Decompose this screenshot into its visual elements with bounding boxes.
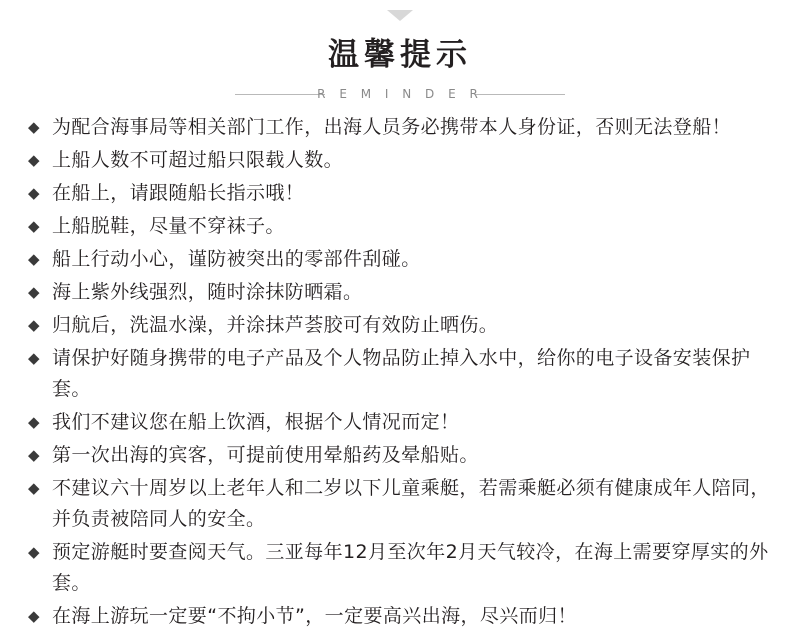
list-item xyxy=(28,112,778,143)
document-header xyxy=(0,38,800,108)
list-item xyxy=(28,407,778,438)
list-item-text: 上船脱鞋，尽量不穿袜子。 xyxy=(52,215,285,237)
diamond-bullet-icon: ◆ xyxy=(28,607,40,625)
diamond-bullet-icon: ◆ xyxy=(28,118,40,136)
list-item xyxy=(28,343,778,405)
list-item-text: 预定游艇时要查阅天气。三亚每年12月至次年2月天气较冷，在海上需要穿厚实的外套。 xyxy=(52,541,769,594)
list-item xyxy=(28,277,778,308)
diamond-bullet-icon: ◆ xyxy=(28,217,40,235)
list-item-text: 在海上游玩一定要“不拘小节”，一定要高兴出海，尽兴而归！ xyxy=(52,605,577,627)
list-item-text: 我们不建议您在船上饮酒，根据个人情况而定！ xyxy=(52,411,460,433)
list-item-text: 为配合海事局等相关部门工作，出海人员务必携带本人身份证，否则无法登船！ xyxy=(52,116,732,138)
page-subtitle: R E M I N D E R xyxy=(317,86,483,101)
list-item xyxy=(28,211,778,242)
diamond-bullet-icon: ◆ xyxy=(28,283,40,301)
list-item xyxy=(28,178,778,209)
diamond-bullet-icon: ◆ xyxy=(28,349,40,367)
reminder-list xyxy=(28,112,778,634)
diamond-bullet-icon: ◆ xyxy=(28,184,40,202)
list-item-text: 第一次出海的宾客，可提前使用晕船药及晕船贴。 xyxy=(52,444,479,466)
list-item xyxy=(28,601,778,632)
diamond-bullet-icon: ◆ xyxy=(28,413,40,431)
diamond-bullet-icon: ◆ xyxy=(28,446,40,464)
list-item xyxy=(28,473,778,535)
list-item-text: 在船上，请跟随船长指示哦！ xyxy=(52,182,305,204)
list-item xyxy=(28,537,778,599)
list-item xyxy=(28,145,778,176)
diamond-bullet-icon: ◆ xyxy=(28,479,40,497)
diamond-bullet-icon: ◆ xyxy=(28,250,40,268)
triangle-down-icon xyxy=(387,10,413,21)
page-title: 温馨提示 xyxy=(328,37,472,73)
list-item-text: 请保护好随身携带的电子产品及个人物品防止掉入水中，给你的电子设备安装保护套。 xyxy=(52,347,751,400)
list-item-text: 上船人数不可超过船只限载人数。 xyxy=(52,149,344,171)
diamond-bullet-icon: ◆ xyxy=(28,543,40,561)
diamond-bullet-icon: ◆ xyxy=(28,151,40,169)
list-item xyxy=(28,310,778,341)
list-item xyxy=(28,244,778,275)
subtitle-rule-group xyxy=(235,80,565,108)
list-item-text: 海上紫外线强烈，随时涂抹防晒霜。 xyxy=(52,281,363,303)
list-item-text: 不建议六十周岁以上老年人和二岁以下儿童乘艇，若需乘艇必须有健康成年人陪同，并负责被陪同人的安全。 xyxy=(52,477,770,530)
list-item xyxy=(28,440,778,471)
list-item-text: 归航后，洗温水澡，并涂抹芦荟胶可有效防止晒伤。 xyxy=(52,314,499,336)
list-item-text: 船上行动小心，谨防被突出的零部件刮碰。 xyxy=(52,248,421,270)
diamond-bullet-icon: ◆ xyxy=(28,316,40,334)
